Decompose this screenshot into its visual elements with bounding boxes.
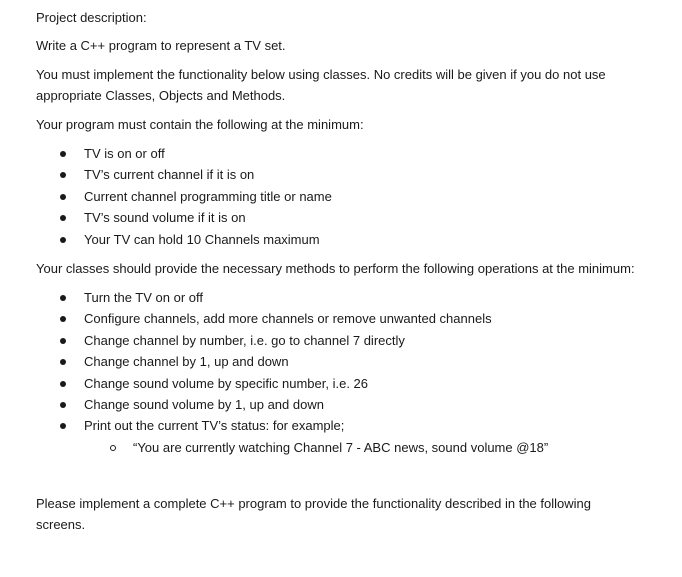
bullet-icon xyxy=(60,172,66,178)
bullet-icon xyxy=(60,295,66,301)
bullet-icon xyxy=(60,402,66,408)
heading: Project description: xyxy=(36,10,147,25)
bullet-icon xyxy=(60,215,66,221)
bullet-icon xyxy=(60,316,66,322)
bullet-icon xyxy=(60,237,66,243)
bullet-icon xyxy=(60,194,66,200)
requirement-text-line2: appropriate Classes, Objects and Methods. xyxy=(36,88,286,103)
closing-text-line1: Please implement a complete C++ program to provide the functionality described in the following xyxy=(36,496,591,511)
hollow-bullet-icon xyxy=(110,445,116,451)
status-example: “You are currently watching Channel 7 - ABC news, sound volume @18” xyxy=(133,440,549,455)
document-page: Project description: Write a C++ program to represent a TV set. You must implement the functionality below using classes. No credits will be given if you do not use appropriate Classes, Objects and Methods. Your program must contain the following at the minimum: TV is on or off TV’s current channel if it is on Current channel programming title or name TV’s sound volume if it is on Your TV can hold 10 Channels maximum Your classes should provide the necessary methods to perform the following operations at the minimum: Turn the TV on or off Configure channels, add more channels or remove unwanted channels Change channel by number, i.e. go to channel 7 directly Change channel by 1, up and down Change sound volume by specific number, i.e. 26 Change sound volume by 1, up and down Print out the current TV’s status: for example; “You are currently watching Channel 7 - ABC news, sound volume @18” Please implement a complete C++ program to provide the functionality described in the following screens. xyxy=(36,10,635,532)
bullet-icon xyxy=(60,423,66,429)
closing-text-line2: screens. xyxy=(36,517,86,532)
requirement-text-line1: You must implement the functionality below using classes. No credits will be given if you do not use xyxy=(36,67,606,82)
methods-intro: Your classes should provide the necessary methods to perform the following operations at the minimum: xyxy=(36,261,635,276)
bullet-icon xyxy=(60,381,66,387)
intro-text: Write a C++ program to represent a TV set. xyxy=(36,38,286,53)
bullet-icon xyxy=(60,359,66,365)
contain-intro: Your program must contain the following at the minimum: xyxy=(36,117,364,132)
bullet-icon xyxy=(60,338,66,344)
bullet-icon xyxy=(60,151,66,157)
